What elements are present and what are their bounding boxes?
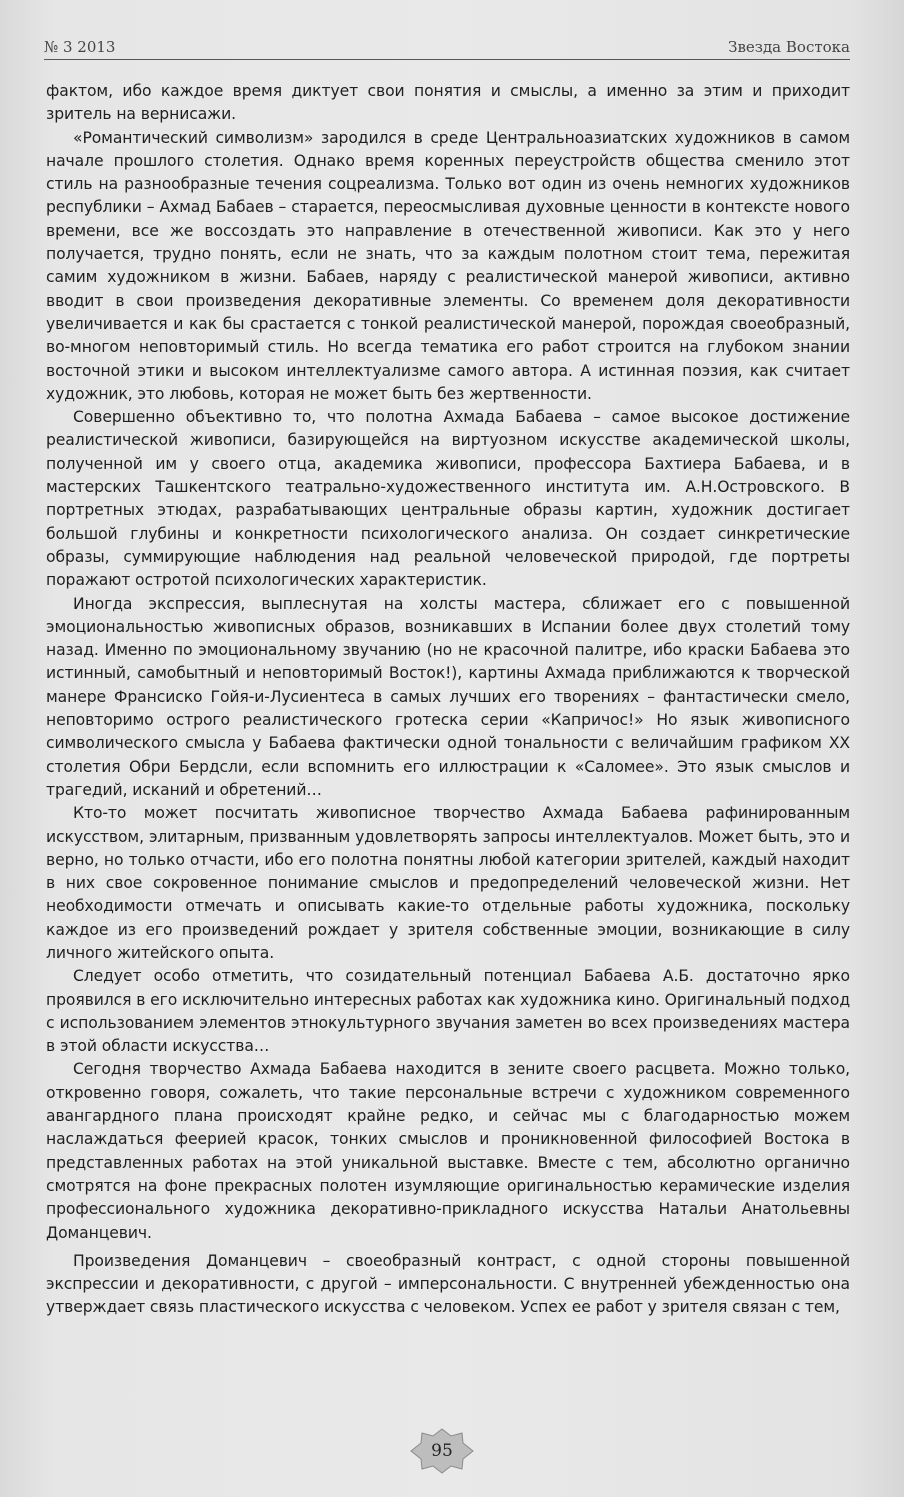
article-body — [46, 80, 850, 1320]
paragraph: Иногда экспрессия, выплеснутая на холсты мастера, сближает его с повышенной эмоциональностью живописных образов, возникавших в Испании более двух столетий тому назад. Именно по эмоциональному звучанию (но не красочной палитре, ибо краски Бабаева это истинный, самобытный и неповторимый Восток!), картины Ахмада приближаются к творческой манере Франсиско Гойя-и-Лусиентеса в самых лучших его творениях – фантастически смело, неповторимо острого реалистического гротеска серии «Капричос!» Но язык живописного символического смысла у Бабаева фактически одной тональности с величайшим графиком XX столетия Обри Бердсли, если вспомнить его иллюстрации к «Саломее». Это язык смыслов и трагедий, исканий и обретений… — [46, 594, 850, 799]
paragraph: Произведения Доманцевич – своеобразный контраст, с одной стороны повышенной экспрессии и декоративности, с другой – имперсональности. С внутренней убежденностью она утверждает связь пластического искусства с человеком. Успех ее работ у зрителя связан с тем, — [46, 1251, 850, 1317]
paragraph: «Романтический символизм» зародился в среде Центральноазиатских художников в самом начале прошлого столетия. Однако время коренных переустройств общества сменило этот стиль на разнообразные течения соцреализма. Только вот один из очень немногих художников республики – Ахмад Бабаев – старается, переосмысливая духовные ценности в контексте нового времени, все же воссоздать это направление в отечественной живописи. Как это у него получается, трудно понять, если не знать, что за каждым полотном стоит тема, пережитая самим художником в жизни. Бабаев, наряду с реалистической манерой живописи, активно вводит в свои произведения декоративные элементы. Со временем доля декоративности увеличивается и как бы срастается с тонкой реалистической манерой, порождая своеобразный, во-многом неповторимый стиль. Но всегда тематика его работ строится на глубоком знании восточной этики и высоком интеллектуализме самого автора. А истинная поэзия, как считает художник, это любовь, которая не может быть без жертвенности. — [46, 128, 850, 403]
journal-title: Звезда Востока — [728, 38, 850, 56]
paragraph: фактом, ибо каждое время диктует свои понятия и смыслы, а именно за этим и приходит зритель на вернисажи. — [46, 82, 850, 124]
page-number: 95 — [431, 1441, 453, 1461]
issue-label: № 3 2013 — [44, 38, 116, 56]
header-rule — [44, 59, 850, 60]
paragraph: Совершенно объективно то, что полотна Ахмада Бабаева – самое высокое достижение реалистической живописи, базирующейся на виртуозном искусстве академической школы, полученной им у своего отца, академика живописи, профессора Бахтиера Бабаева, и в мастерских Ташкентского театрально-художественного института им. А.Н.Островского. В портретных этюдах, разрабатывающих центральные образы картин, художник достигает большой глубины и конкретности психологического анализа. Он создает синкретические образы, суммирующие наблюдения над реальной человеческой природой, где портреты поражают остротой психологических характеристик. — [46, 408, 850, 590]
paragraph: Следует особо отметить, что созидательный потенциал Бабаева А.Б. достаточно ярко проявился в его исключительно интересных работах как художника кино. Оригинальный подход с использованием элементов этнокультурного звучания заметен во всех произведениях мастера в этой области искусства… — [46, 967, 850, 1056]
running-header — [44, 34, 850, 56]
paragraph: Сегодня творчество Ахмада Бабаева находится в зените своего расцвета. Можно только, откровенно говоря, сожалеть, что такие персональные встречи с художником современного авангардного плана происходят крайне редко, и сейчас мы с благодарностью можем наслаждаться феерией красок, тонких смыслов и проникновенной философией Востока в представленных работах на этой уникальной выставке. Вместе с тем, абсолютно органично смотрятся на фоне прекрасных полотен изумляющие оригинальностью керамические изделия профессионального художника декоративно-прикладного искусства Натальи Анатольевны Доманцевич. — [46, 1060, 850, 1242]
paragraph: Кто-то может посчитать живописное творчество Ахмада Бабаева рафинированным искусством, элитарным, призванным удовлетворять запросы интеллектуалов. Может быть, это и верно, но только отчасти, ибо его полотна понятны любой категории зрителей, каждый находит в них свое сокровенное понимание смыслов и предопределений человеческой жизни. Нет необходимости отмечать и описывать какие-то отдельные работы художника, поскольку каждое из его произведений рождает у зрителя собственные эмоции, возникающие в силу личного житейского опыта. — [46, 804, 850, 962]
page-number-badge — [410, 1428, 474, 1474]
